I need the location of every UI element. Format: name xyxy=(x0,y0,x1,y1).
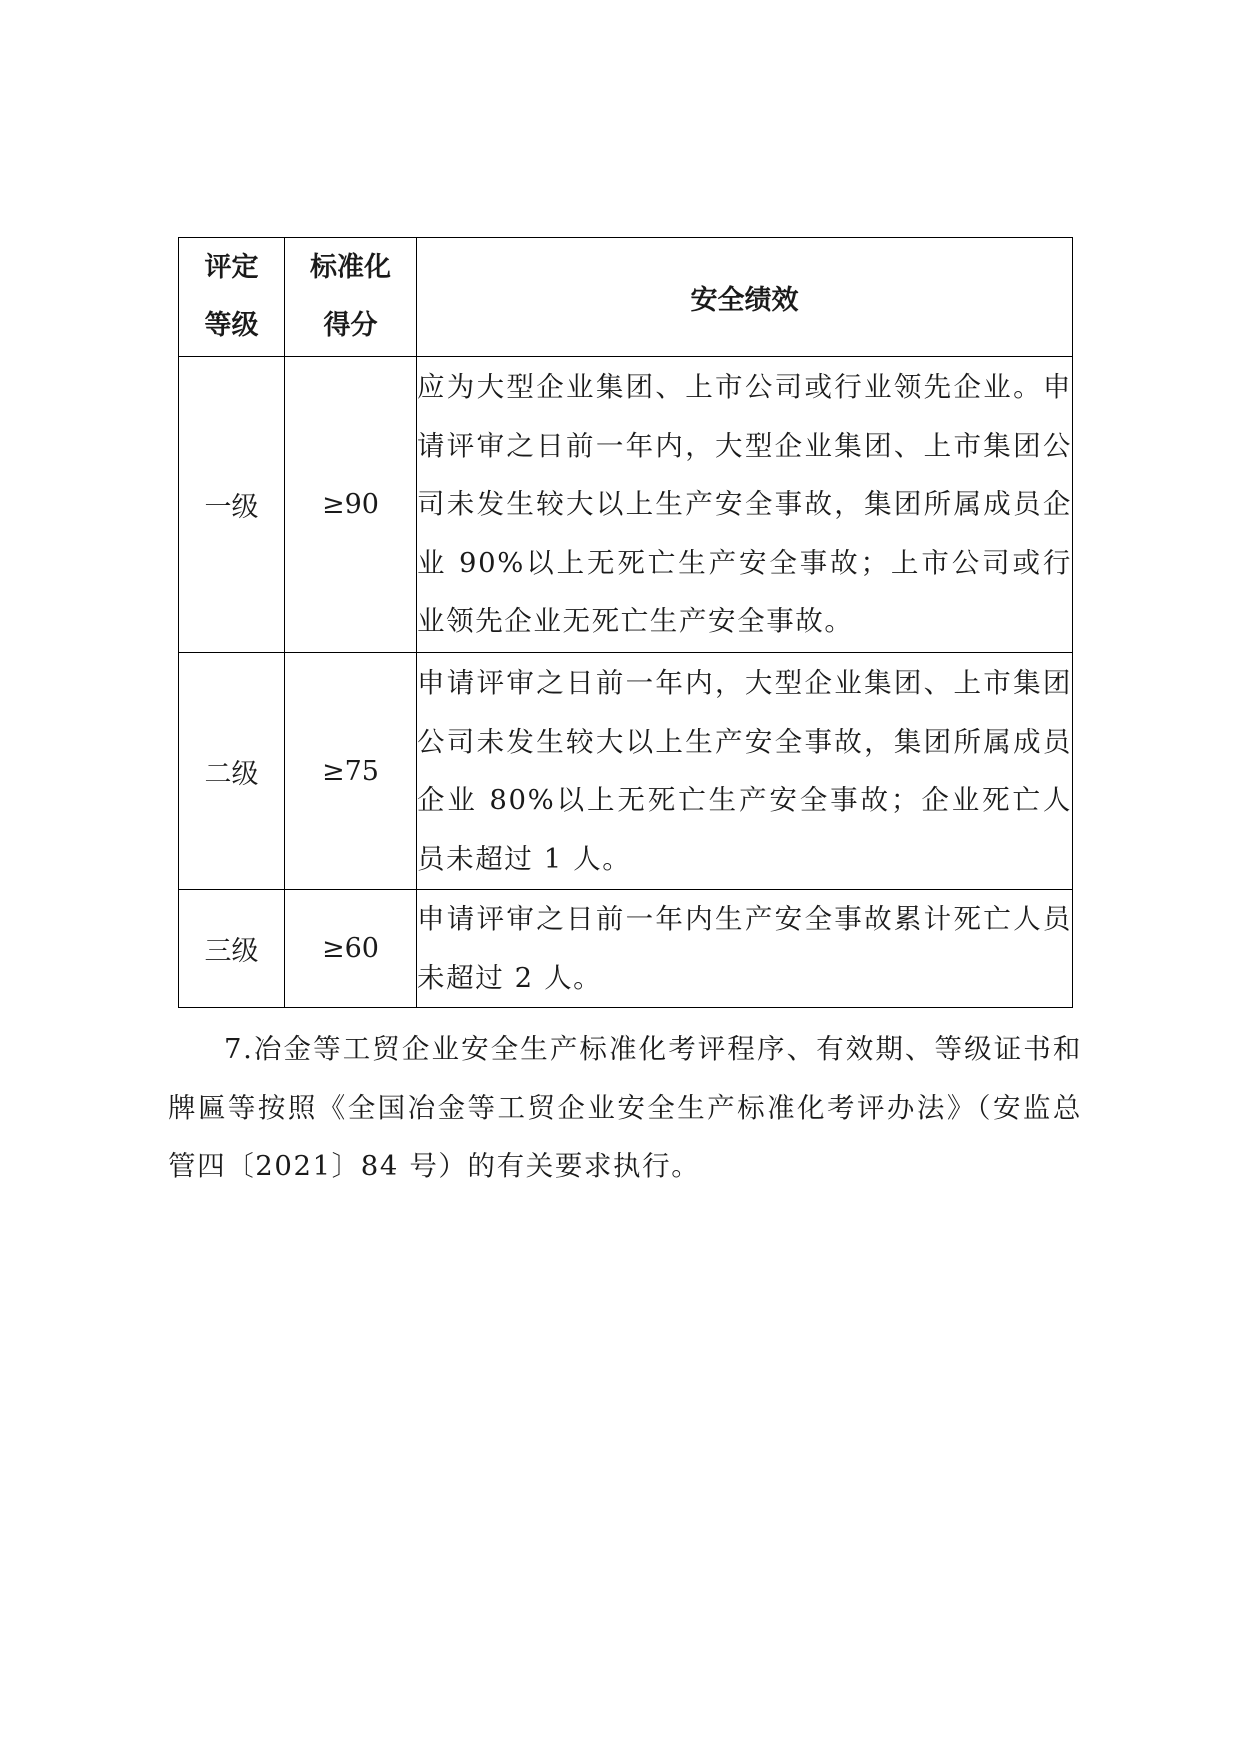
header-grade-line1: 评定 xyxy=(204,252,259,283)
header-performance: 安全绩效 xyxy=(417,238,1073,357)
table-row xyxy=(179,890,1073,1008)
header-score xyxy=(285,238,417,357)
score-cell: ≥60 xyxy=(285,890,417,1008)
table-row xyxy=(179,653,1073,890)
body-paragraph: 7.冶金等工贸企业安全生产标准化考评程序、有效期、等级证书和牌匾等按照《全国冶金等工贸企业安全生产标准化考评办法》（安监总管四〔2021〕84 号）的有关要求执行。 xyxy=(168,1033,1082,1182)
performance-text: 申请评审之日前一年内，大型企业集团、上市集团公司未发生较大以上生产安全事故，集团所属成员企业 80%以上无死亡生产安全事故；企业死亡人员未超过 1 人。 xyxy=(417,667,1072,875)
performance-text: 申请评审之日前一年内生产安全事故累计死亡人员未超过 2 人。 xyxy=(417,903,1072,994)
header-score-line1: 标准化 xyxy=(310,252,391,283)
table-header-row xyxy=(179,238,1073,357)
performance-cell xyxy=(417,357,1073,653)
grade-cell: 二级 xyxy=(179,653,285,890)
score-cell: ≥90 xyxy=(285,357,417,653)
performance-cell xyxy=(417,653,1073,890)
grade-cell: 三级 xyxy=(179,890,285,1008)
table-row xyxy=(179,357,1073,653)
header-grade xyxy=(179,238,285,357)
grade-cell: 一级 xyxy=(179,357,285,653)
score-cell: ≥75 xyxy=(285,653,417,890)
grade-standard-table xyxy=(178,237,1073,1008)
performance-text: 应为大型企业集团、上市公司或行业领先企业。申请评审之日前一年内，大型企业集团、上市集团公司未发生较大以上生产安全事故，集团所属成员企业 90%以上无死亡生产安全事故；上市公司或行业领先企业无死亡生产安全事故。 xyxy=(417,371,1072,638)
header-grade-line2: 等级 xyxy=(204,310,259,341)
header-score-line2: 得分 xyxy=(323,310,378,341)
performance-cell xyxy=(417,890,1073,1008)
